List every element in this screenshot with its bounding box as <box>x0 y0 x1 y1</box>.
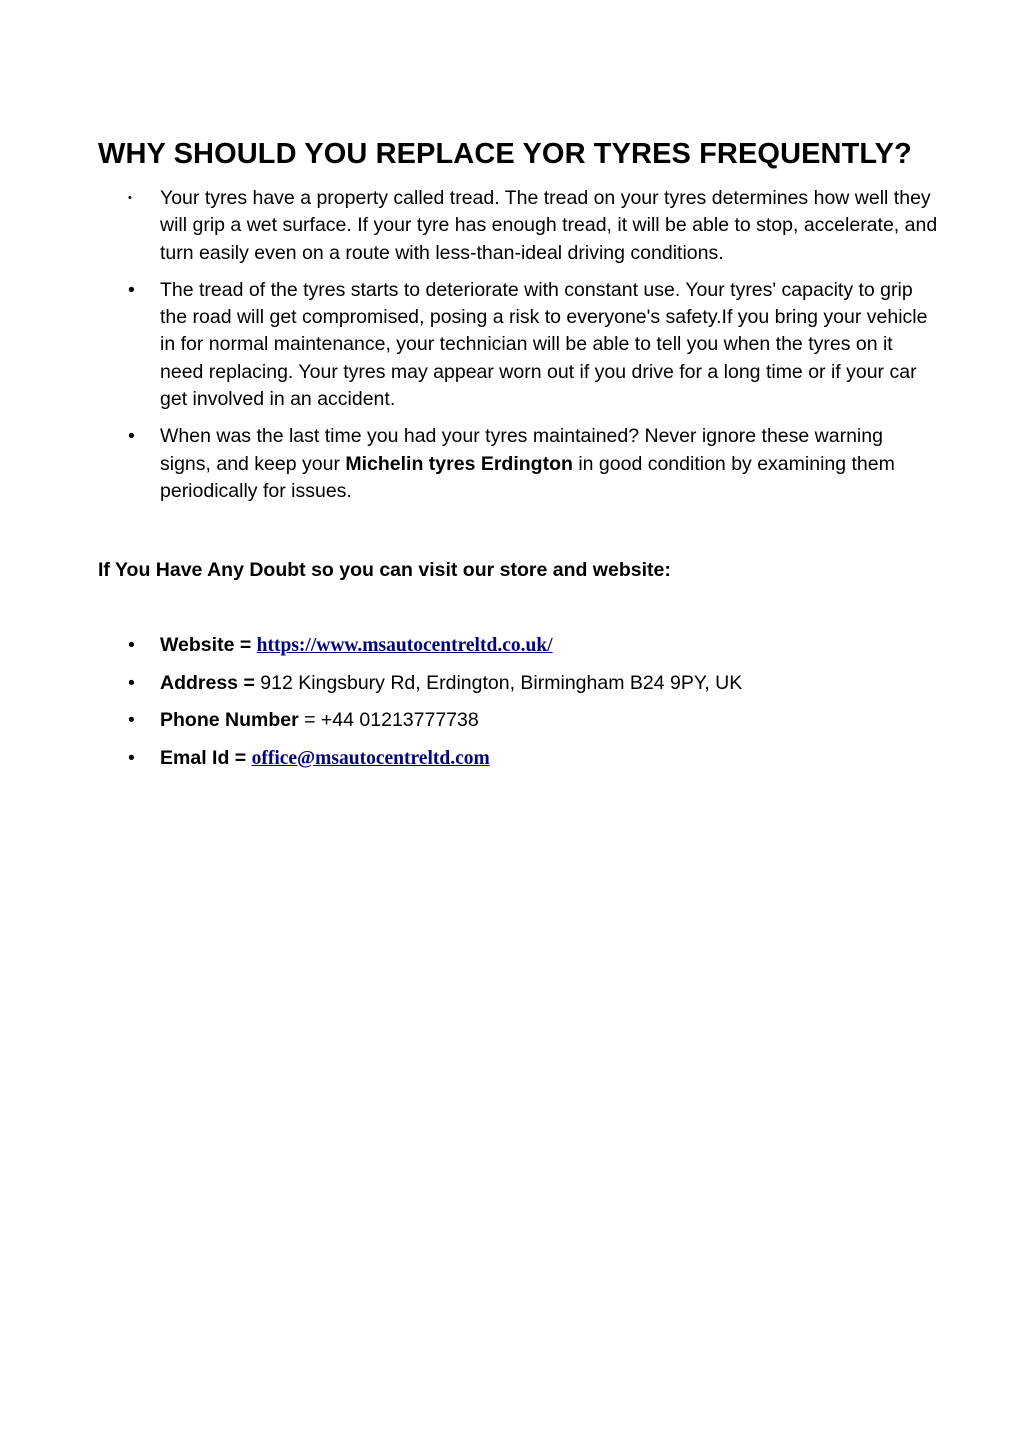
reasons-list <box>98 185 938 505</box>
email-label: Emal Id = <box>160 746 252 769</box>
phone-value: = +44 01213777738 <box>298 709 479 732</box>
page-title: WHY SHOULD YOU REPLACE YOR TYRES FREQUENTLY? <box>98 138 912 170</box>
address-label: Address = <box>160 671 261 694</box>
website-label: Website = <box>160 634 257 657</box>
document-page <box>98 134 938 782</box>
contact-website <box>98 632 938 659</box>
bullet-icon: • <box>128 634 135 657</box>
bullet-icon: • <box>128 746 135 769</box>
phone-label: Phone Number <box>160 709 299 732</box>
website-link[interactable]: https://www.msautocentreltd.co.uk/ <box>256 635 553 657</box>
bullet-icon: • <box>128 671 135 694</box>
list-item-text-after: in good condition by examining them periodically for issues. <box>160 452 895 502</box>
list-item <box>98 277 938 413</box>
contact-address <box>98 670 938 697</box>
bullet-icon: • <box>128 425 135 448</box>
list-item <box>98 423 938 505</box>
list-item-bold-keyword: Michelin tyres Erdington <box>345 452 573 475</box>
list-item-text-before: When was the last time you had your tyres maintained? Never ignore these warning signs, and keep your <box>160 425 883 475</box>
contact-phone <box>98 707 938 734</box>
bullet-icon: • <box>128 192 132 204</box>
bullet-icon: • <box>128 278 135 301</box>
contact-list <box>98 632 938 772</box>
contact-email <box>98 745 938 772</box>
list-item-text: The tread of the tyres starts to deteriorate with constant use. Your tyres' capacity to grip the road will get compromised, posing a risk to everyone's safety.If you bring your vehicle in for normal maintenance, your technician will be able to tell you when the tyres on it need replacing. Your tyres may appear worn out if you drive for a long time or if your car get involved in an accident. <box>160 278 928 411</box>
contact-heading: If You Have Any Doubt so you can visit our store and website: <box>98 559 671 582</box>
bullet-icon: • <box>128 709 135 732</box>
email-link[interactable]: office@msautocentreltd.com <box>251 747 490 769</box>
address-value: 912 Kingsbury Rd, Erdington, Birmingham B24 9PY, UK <box>260 671 743 694</box>
list-item <box>98 185 938 267</box>
list-item-text: Your tyres have a property called tread. The tread on your tyres determines how well they will grip a wet surface. If your tyre has enough tread, it will be able to stop, accelerate, and turn easily even on a route with less-than-ideal driving conditions. <box>160 187 938 264</box>
